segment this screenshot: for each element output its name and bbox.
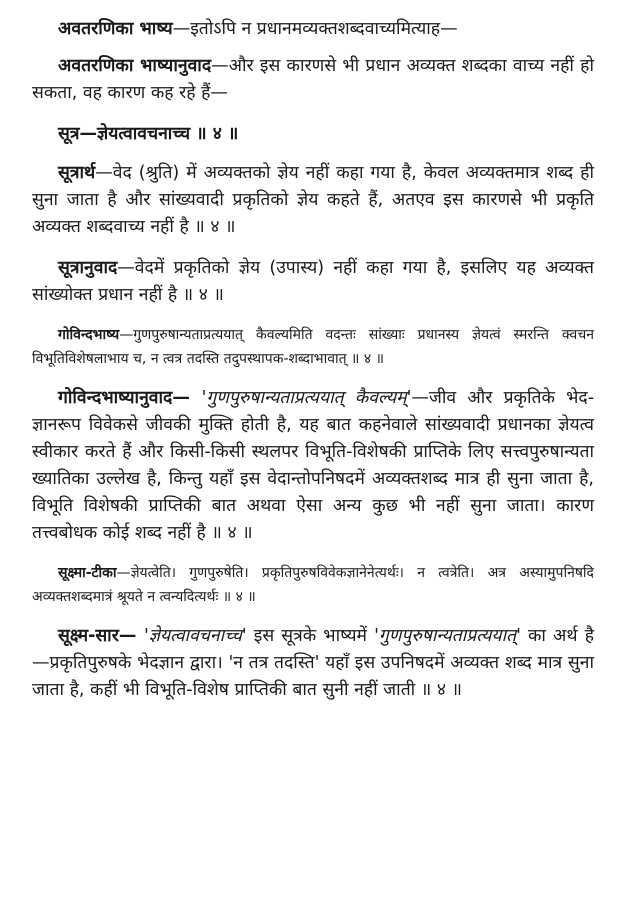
- sukshma-sar-label: सूक्ष्म-सार: [58, 626, 119, 646]
- sutra-label: सूत्र—ज्ञेयत्वावचनाच्च: [58, 124, 191, 144]
- govinda-bhashya-text: —गुणपुरुषान्यताप्रत्ययात् कैवल्यमिति वदन्तः सांख्याः प्रधानस्य ज्ञेयत्वं स्मरन्ति क्वचन विभूतिविशेषलाभाय च, न त्वत्र तदस्ति तदुपस्थापक-शब्दाभावात् ॥ ४ ॥: [32, 327, 594, 367]
- sukshma-tika-text: —ज्ञेयत्वेति। गुणपुरुषेति। प्रकृतिपुरुषविवेकज्ञानेनेत्यर्थः। न त्वत्रेति। अत्र अस्यामुपनिषदि अव्यक्तशब्दमात्रं श्रूयते न त्वन्यदित्यर्थः ॥ ४ ॥: [32, 565, 594, 605]
- avataranika-bhashya-text: —इतोऽपि न प्रधानमव्यक्तशब्दवाच्यमित्याह—: [172, 19, 458, 39]
- sukshma-tika-paragraph: [32, 561, 594, 609]
- sutrartha-text: —वेद (श्रुति) में अव्यक्तको ज्ञेय नहीं कहा गया है, केवल अव्यक्तमात्र शब्द ही सुना जाता है और सांख्यवादी प्रकृतिको ज्ञेय कहते हैं, अतएव इस कारणसे भी प्रकृति अव्यक्त शब्दवाच्य नहीं है ॥ ४ ॥: [32, 163, 594, 237]
- avataranika-bhashya-paragraph: [32, 16, 594, 43]
- sukshma-sar-quote-2: 'गुणपुरुषान्यताप्रत्ययात्': [374, 626, 521, 646]
- govinda-bhashya-paragraph: [32, 323, 594, 371]
- govinda-anuvad-text: —जीव और प्रकृतिके भेद-ज्ञानरूप विवेकसे जीवकी मुक्ति होती है, यह बात कहनेवाले सांख्यवादी प्रधानका ज्ञेयत्व स्वीकार करते हैं और किसी-किसी स्थलपर विभूति-विशेषकी प्राप्तिके लिए सत्त्वपुरुषान्यता ख्यातिका उल्लेख है, किन्तु यहाँ इस वेदान्तोपनिषदमें अव्यक्तशब्द मात्र ही सुना जाता है, विभूति विशेषकी प्राप्तिकी बात अथवा ऐसा अन्य कुछ भी नहीं सुना जाता। कारण तत्त्वबोधक कोई शब्द नहीं है ॥ ४ ॥: [32, 388, 595, 543]
- govinda-bhashya-label: गोविन्दभाष्य: [58, 327, 120, 343]
- govinda-anuvad-label: गोविन्दभाष्यानुवाद: [58, 388, 173, 408]
- sutranuvad-paragraph: [32, 255, 594, 309]
- avataranika-anuvad-paragraph: [32, 53, 594, 107]
- sutra-paragraph: [32, 121, 594, 148]
- sutrartha-label: सूत्रार्थ: [58, 163, 96, 183]
- govinda-anuvad-dash: —: [172, 388, 202, 408]
- sutrartha-paragraph: [32, 160, 594, 241]
- sutra-number: ॥ ४ ॥: [190, 124, 239, 144]
- avataranika-bhashya-label: अवतरणिका भाष्य: [58, 19, 173, 39]
- sukshma-sar-dash: —: [118, 626, 144, 646]
- sutranuvad-text: —वेदमें प्रकृतिको ज्ञेय (उपास्य) नहीं कहा गया है, इसलिए यह अव्यक्त सांख्योक्त प्रधान नहीं है ॥ ४ ॥: [32, 258, 594, 305]
- sukshma-sar-paragraph: [32, 623, 594, 704]
- avataranika-anuvad-label: अवतरणिका भाष्यानुवाद: [58, 56, 212, 76]
- govinda-anuvad-paragraph: [32, 385, 594, 547]
- sukshma-sar-text-2: का अर्थ है—प्रकृतिपुरुषके भेदज्ञान द्वारा। 'न तत्र तदस्ति' यहाँ इस उपनिषदमें अव्यक्त शब्द मात्र सुना जाता है, कहीं भी विभूति-विशेष प्राप्तिकी बात सुनी नहीं जाती ॥ ४ ॥: [32, 626, 594, 700]
- avataranika-anuvad-text: —और इस कारणसे भी प्रधान अव्यक्त शब्दका वाच्य नहीं हो सकता, वह कारण कह रहे हैं—: [32, 56, 594, 103]
- sukshma-sar-quote-1: 'ज्ञेयत्वावचनाच्च': [144, 626, 247, 646]
- sutranuvad-label: सूत्रानुवाद: [58, 258, 118, 278]
- govinda-anuvad-quote: 'गुणपुरुषान्यताप्रत्ययात् कैवल्यम्': [201, 388, 412, 408]
- sukshma-sar-text-1: इस सूत्रके भाष्यमें: [246, 626, 375, 646]
- sukshma-tika-label: सूक्ष्मा-टीका: [58, 565, 117, 581]
